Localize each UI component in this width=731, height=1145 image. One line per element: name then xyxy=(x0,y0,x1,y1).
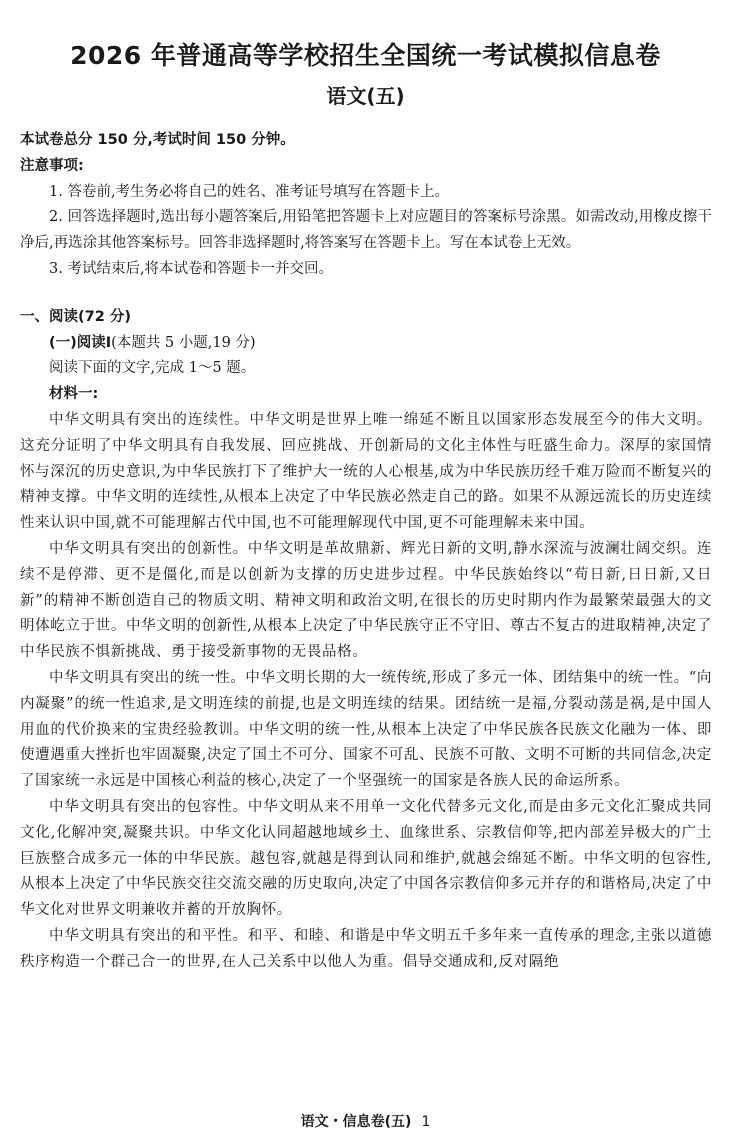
note-item: 3. 考试结束后,将本试卷和答题卡一并交回。 xyxy=(49,260,334,277)
exam-subtitle: 语文(五) xyxy=(326,84,405,108)
note-item: 1. 答卷前,考生务必将自己的姓名、准考证号填写在答题卡上。 xyxy=(49,183,450,200)
subsection-detail: (本题共 5 小题,19 分) xyxy=(111,334,256,351)
passage-paragraph: 中华文明具有突出的和平性。和平、和睦、和谐是中华文明五千多年来一直传承的理念,主张以道德秩序构造一个群己合一的世界,在人己关系中以他人为重。倡导交通成和,反对隔绝 xyxy=(20,927,712,970)
notes-heading: 注意事项: xyxy=(20,157,84,174)
score-line: 本试卷总分 150 分,考试时间 150 分钟。 xyxy=(20,132,295,148)
exam-title: 2026 年普通高等学校招生全国统一考试模拟信息卷 xyxy=(70,41,661,70)
note-item: 2. 回答选择题时,选出每小题答案后,用铅笔把答题卡上对应题目的答案标号涂黑。如需改动,用橡皮擦干净后,再选涂其他答案标号。回答非选择题时,将答案写在答题卡上。写在本试卷上无效。 xyxy=(20,209,712,252)
subsection-heading xyxy=(20,331,712,357)
passage-paragraph: 中华文明具有突出的创新性。中华文明是革故鼎新、辉光日新的文明,静水深流与波澜壮阔交织。连续不是停滞、更不是僵化,而是以创新为支撑的历史进步过程。中华民族始终以“苟日新,日日新,又日新”的精神不断创造自己的物质文明、精神文明和政治文明,在很长的历史时期内作为最繁荣最强大的文明体屹立于世。中华文明的创新性,从根本上决定了中华民族守正不守旧、尊古不复古的进取精神,决定了中华民族不惧新挑战、勇于接受新事物的无畏品格。 xyxy=(20,540,712,661)
footer-label: 语文・信息卷(五) xyxy=(300,1114,412,1130)
task-instruction: 阅读下面的文字,完成 1～5 题。 xyxy=(49,360,256,377)
passage-paragraph: 中华文明具有突出的包容性。中华文明从来不用单一文化代替多元文化,而是由多元文化汇聚成共同文化,化解冲突,凝聚共识。中华文化认同超越地域乡土、血缘世系、宗教信仰等,把内部差异极大的广土巨族整合成多元一体的中华民族。越包容,就越是得到认同和维护,就越会绵延不断。中华文明的包容性,从根本上决定了中华民族交往交流交融的历史取向,决定了中国各宗教信仰多元并存的和谐格局,决定了中华文化对世界文明兼收并蓄的开放胸怀。 xyxy=(20,798,712,919)
page-footer xyxy=(0,1111,731,1131)
passage-paragraph: 中华文明具有突出的统一性。中华文明长期的大一统传统,形成了多元一体、团结集中的统一性。“向内凝聚”的统一性追求,是文明连续的前提,也是文明连续的结果。团结统一是福,分裂动荡是祸,是中国人用血的代价换来的宝贵经验教训。中华文明的统一性,从根本上决定了中华民族各民族文化融为一体、即使遭遇重大挫折也牢固凝聚,决定了国土不可分、国家不可乱、民族不可散、文明不可断的共同信念,决定了国家统一永远是中国核心利益的核心,决定了一个坚强统一的国家是各族人民的命运所系。 xyxy=(20,669,712,790)
section-heading: 一、阅读(72 分) xyxy=(20,308,131,325)
exam-body xyxy=(20,128,712,976)
passage-paragraph: 中华文明具有突出的连续性。中华文明是世界上唯一绵延不断且以国家形态发展至今的伟大文明。这充分证明了中华文明具有自我发展、回应挑战、开创新局的文化主体性与旺盛生命力。深厚的家国情怀与深沉的历史意识,为中华民族打下了维护大一统的人心根基,成为中华民族历经千难万险而不断复兴的精神支撑。中华文明的连续性,从根本上决定了中华民族必然走自己的路。如果不从源远流长的历史连续性来认识中国,就不可能理解古代中国,也不可能理解现代中国,更不可能理解未来中国。 xyxy=(20,411,712,532)
section-spacer xyxy=(20,283,712,305)
subsection-label: (一)阅读Ⅰ xyxy=(49,334,112,351)
page-number: 1 xyxy=(421,1114,431,1130)
material-label: 材料一: xyxy=(49,386,99,403)
